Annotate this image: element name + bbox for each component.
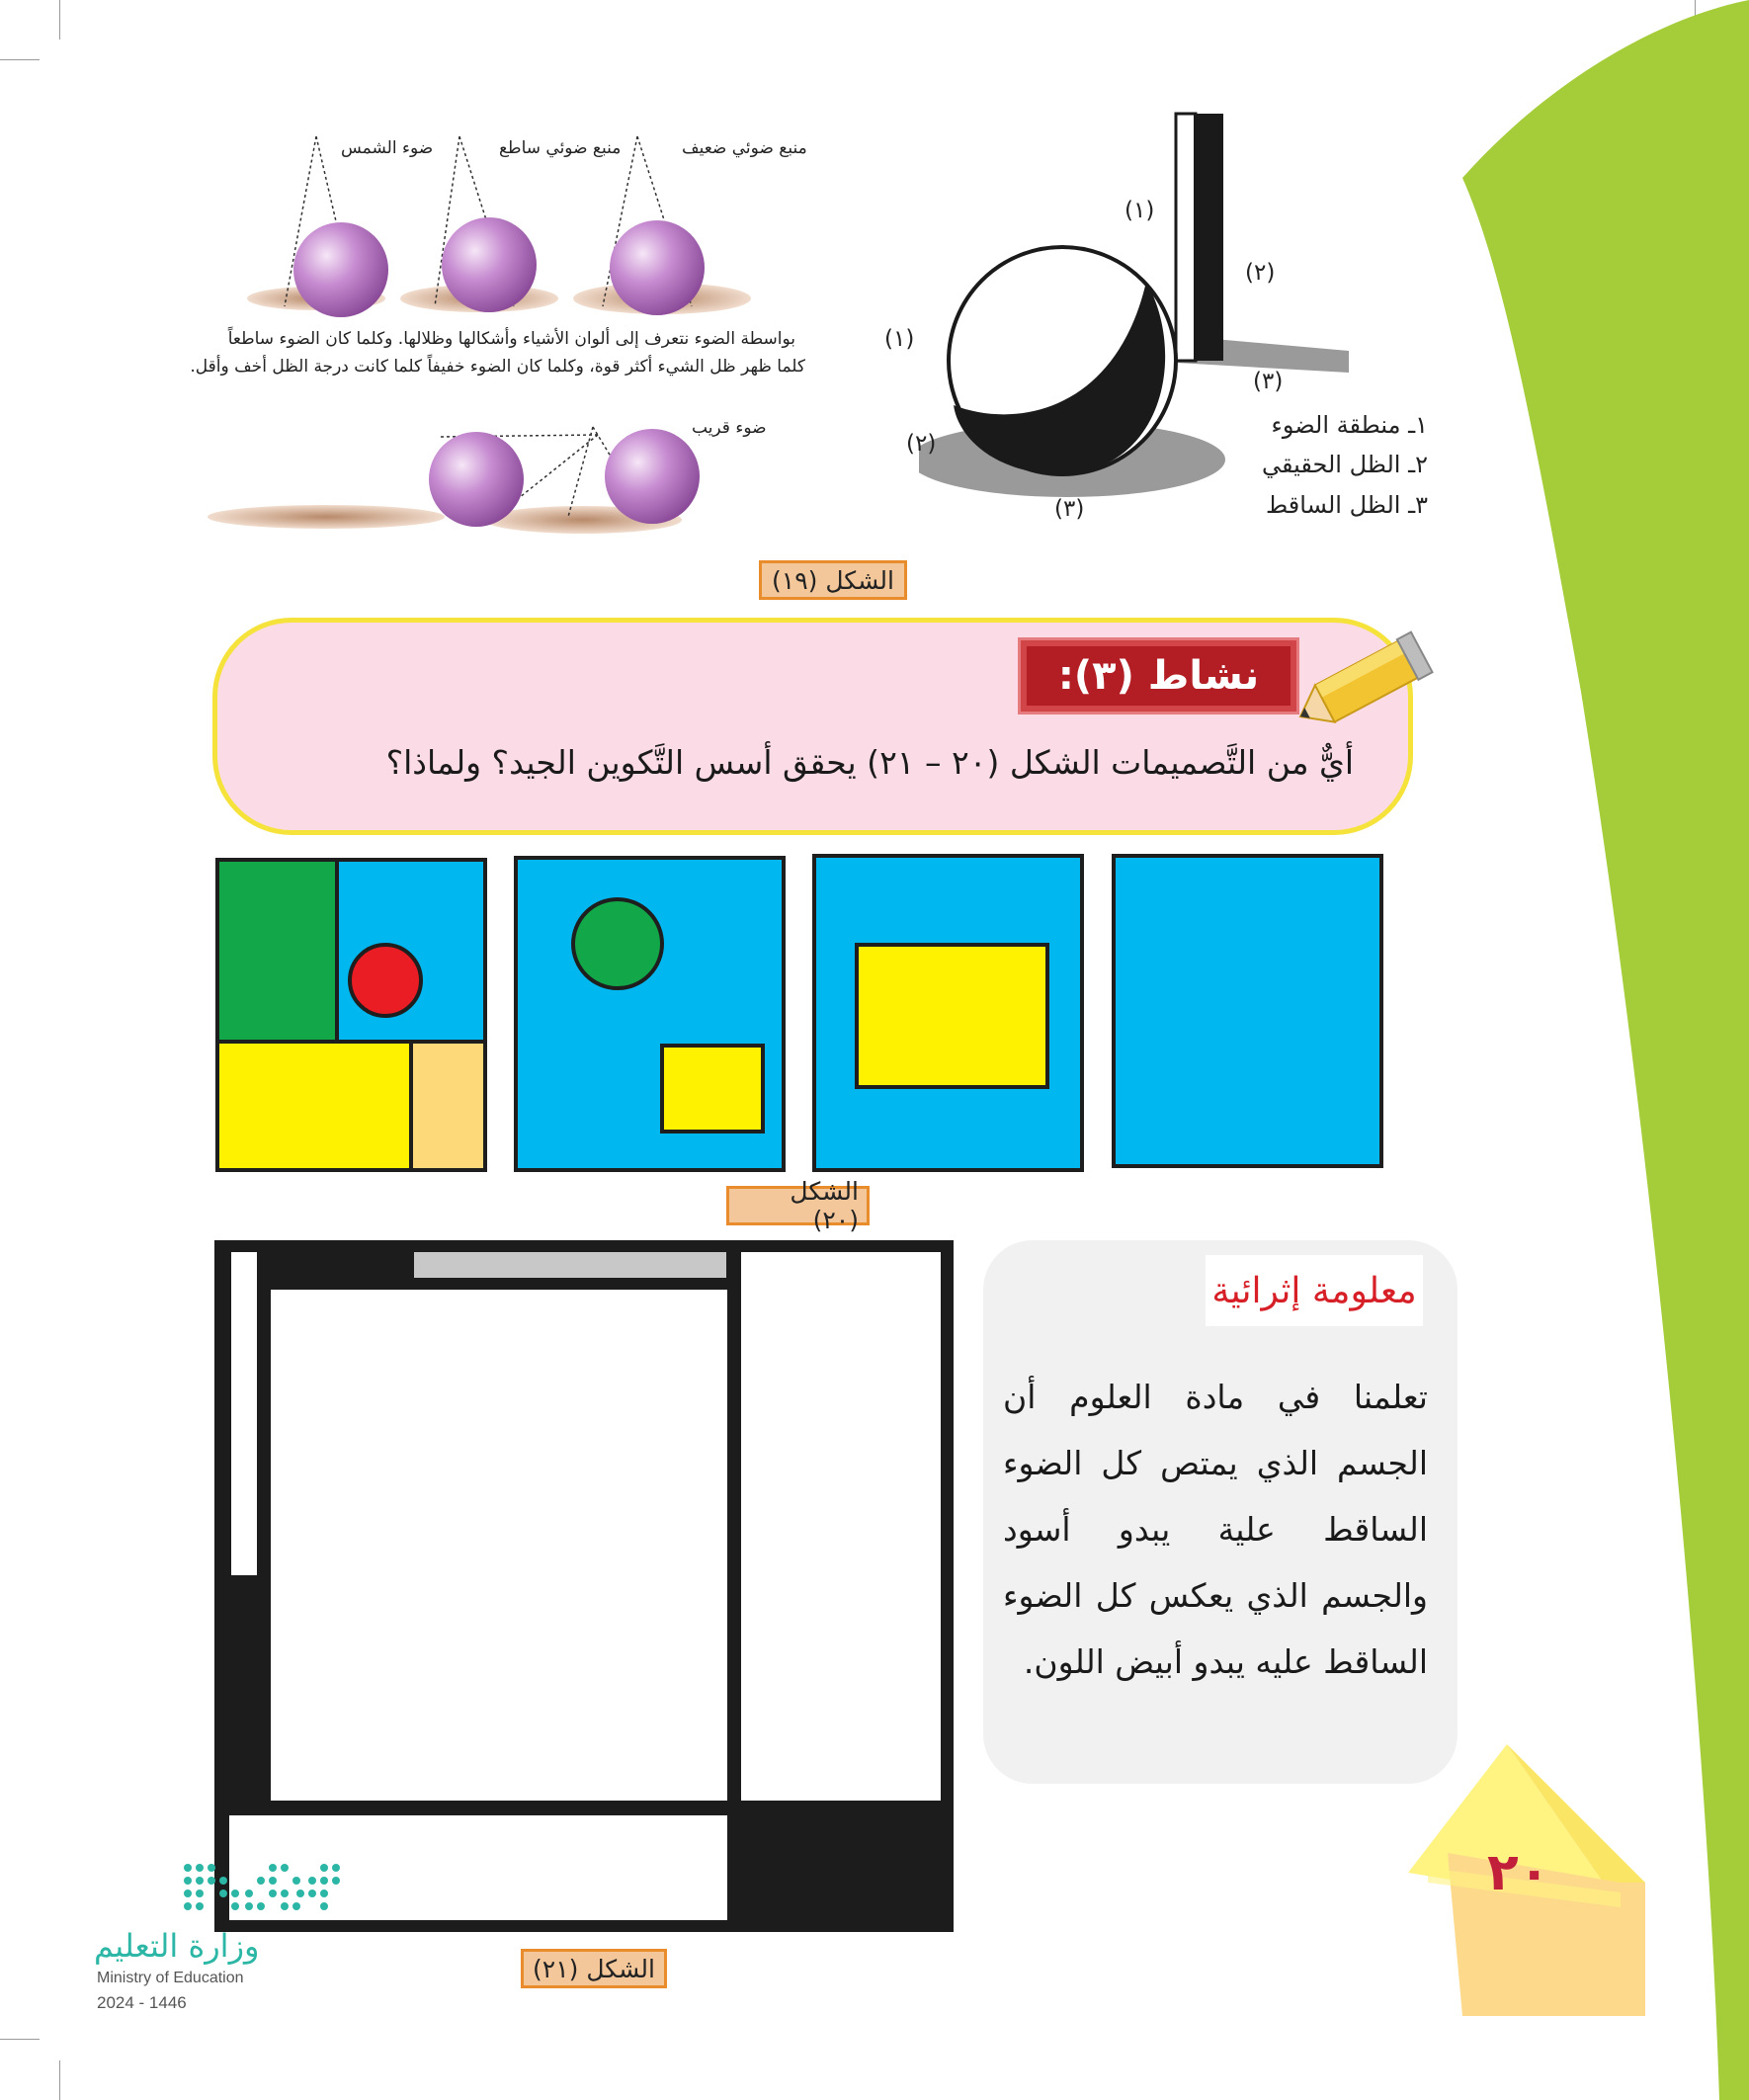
caption-line-1: بواسطة الضوء نتعرف إلى ألوان الأشياء وأشكالها وظلالها. وكلما كان الضوء ساطعاً: [227, 329, 795, 349]
crop-mark: [59, 2060, 60, 2100]
enrichment-text: [1003, 1364, 1428, 1695]
ministry-logo-icon: [178, 1858, 351, 1922]
crop-mark: [0, 2039, 40, 2040]
ministry-name-english: Ministry of Education: [97, 1970, 244, 1986]
yellow-rect: [219, 1044, 413, 1168]
legend-real-shadow: ٢ـ الظل الحقيقي: [1261, 451, 1428, 478]
activity-title-banner: [1018, 637, 1299, 714]
pencil-icon: [1280, 628, 1448, 736]
design-panel-3: [812, 854, 1084, 1172]
legend-cast-shadow: ٣ـ الظل الساقط: [1266, 491, 1428, 519]
figure-19-label: الشكل (١٩): [759, 560, 907, 600]
label-bright-source: منبع ضوئي ساطع: [499, 138, 622, 158]
marker-1-top: (١): [1124, 198, 1155, 223]
grey-bar: [414, 1252, 726, 1278]
marker-3-bottom: (٣): [1054, 496, 1085, 522]
design-panel-2: [514, 856, 786, 1172]
enrichment-line-4: والجسم الذي يعكس كل الضوء: [1003, 1576, 1428, 1615]
design-panel-4: [1112, 854, 1383, 1168]
enrichment-title: معلومة إثرائية: [1211, 1270, 1417, 1311]
enrichment-line-3: الساقط علية يبدو أسود: [1003, 1510, 1428, 1549]
composition-figure-21: [214, 1240, 954, 1932]
enrichment-line-2: الجسم الذي يمتص كل الضوء: [1003, 1444, 1428, 1482]
enrichment-line-5: الساقط عليه يبدو أبيض اللون.: [1023, 1642, 1428, 1681]
divider-line: [219, 1040, 483, 1044]
activity-question: أيٌّ من التَّصميمات الشكل (٢٠ – ٢١) يحقق أسس التَّكوين الجيد؟ ولماذا؟: [385, 743, 1354, 782]
green-circle: [571, 897, 664, 990]
enrichment-line-1: تعلمنا في مادة العلوم أن: [1003, 1378, 1428, 1416]
page-number: ٢٠: [1487, 1843, 1550, 1902]
marker-2-right: (٢): [1245, 260, 1276, 286]
marker-3-right: (٣): [1253, 369, 1284, 394]
large-white-square: [271, 1290, 727, 1801]
design-panel-1: [215, 858, 487, 1172]
figure-20-label: الشكل (٢٠): [726, 1186, 870, 1225]
green-rect: [219, 862, 339, 1046]
label-sun-light: ضوء الشمس: [341, 138, 434, 158]
crop-mark: [0, 59, 40, 60]
ministry-name-arabic: وزارة التعليم: [94, 1927, 260, 1965]
yellow-rect-center: [855, 943, 1049, 1089]
activity-title: نشاط (٣):: [1057, 653, 1260, 699]
light-yellow-rect: [413, 1044, 483, 1168]
right-white-rect: [741, 1252, 941, 1801]
thin-white-bar: [231, 1252, 257, 1575]
label-weak-source: منبع ضوئي ضعيف: [682, 138, 807, 158]
ministry-year: 2024 - 1446: [97, 1993, 187, 2012]
legend-light-area: ١ـ منطقة الضوء: [1271, 411, 1428, 439]
crop-mark: [59, 0, 60, 40]
yellow-square: [660, 1044, 765, 1134]
red-circle: [348, 943, 423, 1018]
marker-2-left: (٢): [906, 431, 937, 457]
caption-line-2: كلما ظهر ظل الشيء أكثر قوة، وكلما كان الضوء خفيفاً كلما كانت درجة الظل أخف وأقل.: [190, 357, 805, 377]
marker-1-left: (١): [884, 326, 915, 352]
enrichment-title-box: [1206, 1255, 1423, 1326]
label-near-light: ضوء قريب: [692, 418, 767, 438]
figure-21-label: الشكل (٢١): [521, 1949, 667, 1988]
